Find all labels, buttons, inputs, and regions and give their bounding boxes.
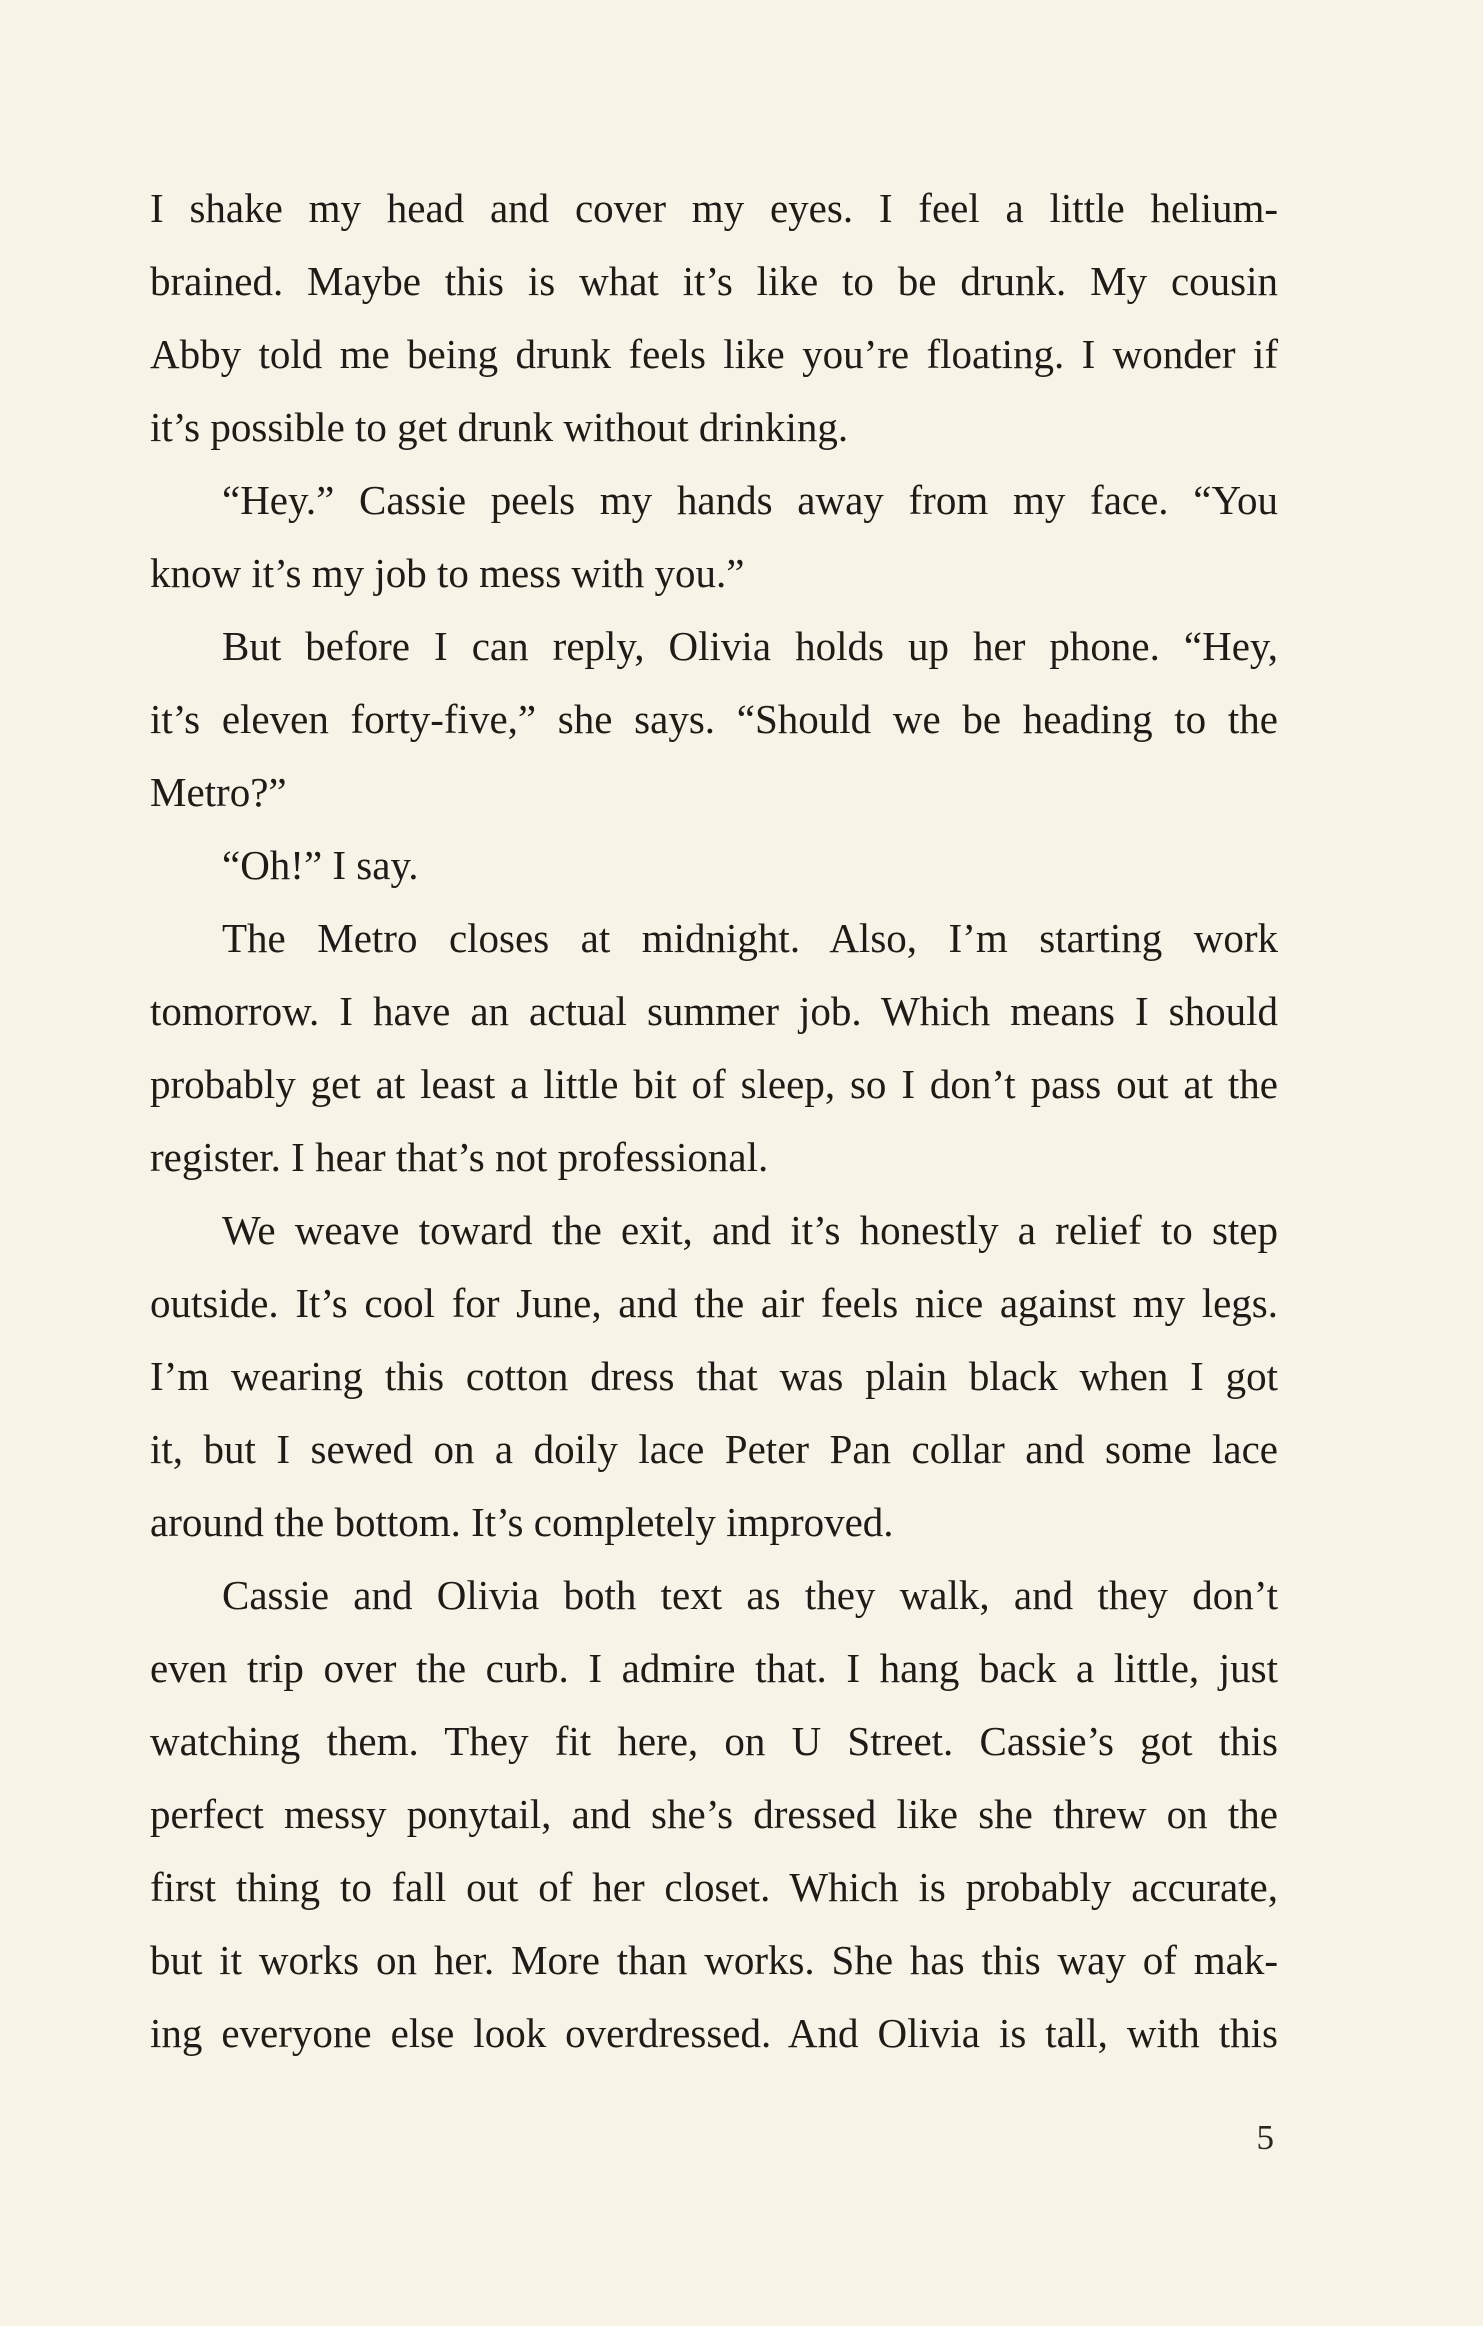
text-line: I’m wearing this cotton dress that was plain black when I got xyxy=(150,1353,1278,1399)
text-line: We weave toward the exit, and it’s honestly a relief to step xyxy=(222,1207,1278,1253)
paragraph xyxy=(150,1559,1278,2070)
paragraph xyxy=(150,610,1278,829)
text-line: watching them. They fit here, on U Street. Cassie’s got this xyxy=(150,1718,1278,1764)
text-line: “Hey.” Cassie peels my hands away from my face. “You xyxy=(222,477,1278,523)
text-line: probably get at least a little bit of sleep, so I don’t pass out at the xyxy=(150,1061,1278,1107)
paragraph xyxy=(150,464,1278,610)
text-line: around the bottom. It’s completely improved. xyxy=(150,1499,894,1545)
paragraph xyxy=(150,902,1278,1194)
text-line: first thing to fall out of her closet. Which is probably accurate, xyxy=(150,1864,1278,1910)
text-line: perfect messy ponytail, and she’s dressed like she threw on the xyxy=(150,1791,1278,1837)
body-text xyxy=(150,172,1278,2070)
text-line: Cassie and Olivia both text as they walk, and they don’t xyxy=(222,1572,1278,1618)
paragraph xyxy=(150,829,1278,902)
text-line: it, but I sewed on a doily lace Peter Pan collar and some lace xyxy=(150,1426,1278,1472)
text-line: it’s possible to get drunk without drinking. xyxy=(150,404,849,450)
text-line: ing everyone else look overdressed. And Olivia is tall, with this xyxy=(150,2010,1278,2056)
paragraph xyxy=(150,172,1278,464)
text-line: it’s eleven forty-five,” she says. “Should we be heading to the xyxy=(150,696,1278,742)
text-line: but it works on her. More than works. She has this way of mak- xyxy=(150,1937,1278,1983)
text-line: brained. Maybe this is what it’s like to be drunk. My cousin xyxy=(150,258,1278,304)
text-line: I shake my head and cover my eyes. I feel a little helium- xyxy=(150,185,1278,231)
page-number: 5 xyxy=(1256,2118,1274,2157)
text-line: tomorrow. I have an actual summer job. Which means I should xyxy=(150,988,1278,1034)
text-line: But before I can reply, Olivia holds up her phone. “Hey, xyxy=(222,623,1278,669)
text-line: Metro?” xyxy=(150,769,287,815)
text-line: know it’s my job to mess with you.” xyxy=(150,550,745,596)
text-line: register. I hear that’s not professional. xyxy=(150,1134,769,1180)
text-line: outside. It’s cool for June, and the air feels nice against my legs. xyxy=(150,1280,1278,1326)
text-line: “Oh!” I say. xyxy=(222,842,419,888)
text-line: The Metro closes at midnight. Also, I’m starting work xyxy=(222,915,1278,961)
text-line: Abby told me being drunk feels like you’re floating. I wonder if xyxy=(150,331,1278,377)
paragraph xyxy=(150,1194,1278,1559)
text-line: even trip over the curb. I admire that. I hang back a little, just xyxy=(150,1645,1278,1691)
